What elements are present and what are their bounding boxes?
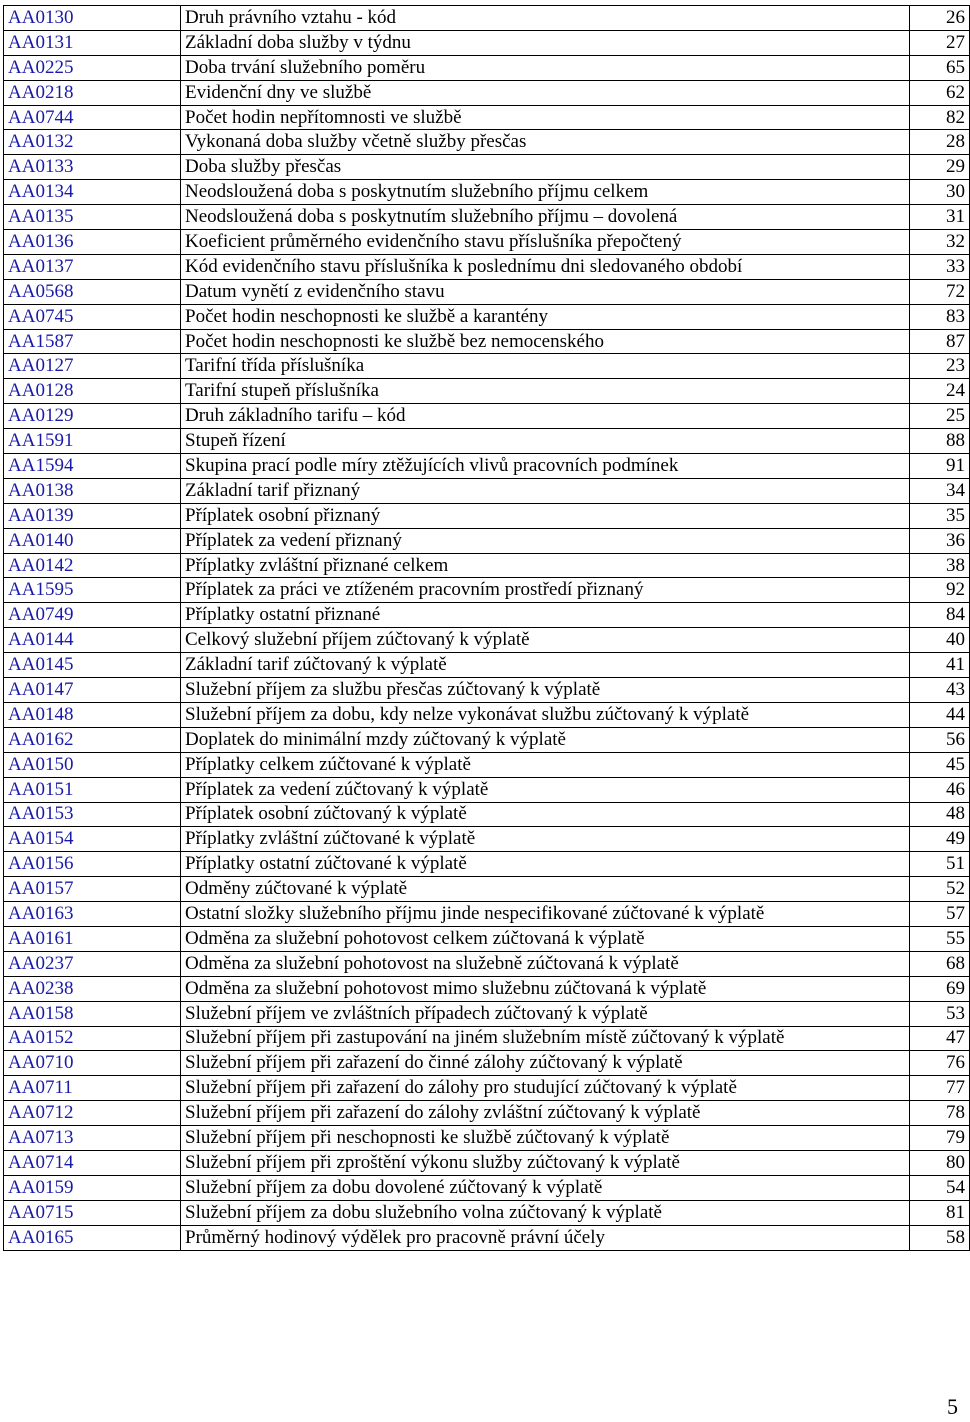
table-row (4, 354, 970, 379)
table-row (4, 951, 970, 976)
row-description: Odměna za služební pohotovost celkem zúčtovaná k výplatě (181, 926, 910, 951)
row-description: Neodsloužená doba s poskytnutím služebního příjmu – dovolená (181, 205, 910, 230)
row-number: 79 (910, 1126, 970, 1151)
table-row (4, 329, 970, 354)
row-code: AA0138 (4, 478, 181, 503)
row-number: 52 (910, 877, 970, 902)
row-description: Služební příjem za dobu dovolené zúčtovaný k výplatě (181, 1175, 910, 1200)
row-number: 80 (910, 1150, 970, 1175)
row-description: Kód evidenčního stavu příslušníka k poslednímu dni sledovaného období (181, 254, 910, 279)
table-row (4, 678, 970, 703)
row-code: AA0157 (4, 877, 181, 902)
row-description: Odměna za služební pohotovost mimo služebnu zúčtovaná k výplatě (181, 976, 910, 1001)
table-row (4, 55, 970, 80)
table-row (4, 1026, 970, 1051)
row-description: Tarifní třída příslušníka (181, 354, 910, 379)
row-code: AA0148 (4, 702, 181, 727)
row-number: 25 (910, 404, 970, 429)
row-number: 83 (910, 304, 970, 329)
table-row (4, 503, 970, 528)
row-code: AA1591 (4, 429, 181, 454)
row-description: Služební příjem při zařazení do zálohy zvláštní zúčtovaný k výplatě (181, 1101, 910, 1126)
row-description: Příplatek za práci ve ztíženém pracovním prostředí přiznaný (181, 578, 910, 603)
row-number: 26 (910, 6, 970, 31)
table-row (4, 30, 970, 55)
row-number: 41 (910, 653, 970, 678)
row-description: Druh právního vztahu - kód (181, 6, 910, 31)
row-description: Ostatní složky služebního příjmu jinde nespecifikované zúčtované k výplatě (181, 902, 910, 927)
row-number: 57 (910, 902, 970, 927)
row-number: 34 (910, 478, 970, 503)
row-number: 92 (910, 578, 970, 603)
table-row (4, 902, 970, 927)
row-code: AA0152 (4, 1026, 181, 1051)
row-code: AA0712 (4, 1101, 181, 1126)
row-description: Příplatek osobní přiznaný (181, 503, 910, 528)
row-description: Neodsloužená doba s poskytnutím služebního příjmu celkem (181, 180, 910, 205)
table-row (4, 553, 970, 578)
row-number: 28 (910, 130, 970, 155)
row-code: AA0713 (4, 1126, 181, 1151)
table-row (4, 1200, 970, 1225)
row-number: 29 (910, 155, 970, 180)
row-code: AA0158 (4, 1001, 181, 1026)
row-description: Koeficient průměrného evidenčního stavu příslušníka přepočtený (181, 230, 910, 255)
row-code: AA0159 (4, 1175, 181, 1200)
row-number: 36 (910, 528, 970, 553)
row-code: AA1594 (4, 454, 181, 479)
row-code: AA1587 (4, 329, 181, 354)
table-row (4, 155, 970, 180)
row-code: AA0140 (4, 528, 181, 553)
row-description: Příplatky ostatní přiznané (181, 603, 910, 628)
table-row (4, 877, 970, 902)
row-code: AA0135 (4, 205, 181, 230)
row-code: AA0161 (4, 926, 181, 951)
table-row (4, 727, 970, 752)
row-code: AA0129 (4, 404, 181, 429)
row-description: Příplatek za vedení zúčtovaný k výplatě (181, 777, 910, 802)
row-number: 87 (910, 329, 970, 354)
row-description: Služební příjem při zařazení do zálohy pro studující zúčtovaný k výplatě (181, 1076, 910, 1101)
row-description: Evidenční dny ve službě (181, 80, 910, 105)
row-number: 58 (910, 1225, 970, 1250)
row-code: AA0715 (4, 1200, 181, 1225)
row-code: AA0132 (4, 130, 181, 155)
row-number: 76 (910, 1051, 970, 1076)
table-row (4, 1150, 970, 1175)
row-description: Příplatky celkem zúčtované k výplatě (181, 752, 910, 777)
row-description: Počet hodin nepřítomnosti ve službě (181, 105, 910, 130)
row-code: AA0150 (4, 752, 181, 777)
row-number: 53 (910, 1001, 970, 1026)
row-description: Služební příjem při neschopnosti ke službě zúčtovaný k výplatě (181, 1126, 910, 1151)
row-number: 54 (910, 1175, 970, 1200)
table-row (4, 976, 970, 1001)
row-number: 47 (910, 1026, 970, 1051)
row-code: AA0139 (4, 503, 181, 528)
row-description: Odměna za služební pohotovost na služebně zúčtovaná k výplatě (181, 951, 910, 976)
row-number: 68 (910, 951, 970, 976)
table-row (4, 1225, 970, 1250)
row-description: Základní tarif zúčtovaný k výplatě (181, 653, 910, 678)
row-code: AA0145 (4, 653, 181, 678)
row-description: Služební příjem při zařazení do činné zálohy zúčtovaný k výplatě (181, 1051, 910, 1076)
row-code: AA0137 (4, 254, 181, 279)
row-description: Počet hodin neschopnosti ke službě a karantény (181, 304, 910, 329)
table-row (4, 752, 970, 777)
row-code: AA0156 (4, 852, 181, 877)
table-row (4, 1126, 970, 1151)
row-number: 32 (910, 230, 970, 255)
row-code: AA0133 (4, 155, 181, 180)
table-row (4, 802, 970, 827)
row-number: 31 (910, 205, 970, 230)
row-description: Služební příjem ve zvláštních případech zúčtovaný k výplatě (181, 1001, 910, 1026)
row-number: 46 (910, 777, 970, 802)
row-code: AA0147 (4, 678, 181, 703)
row-description: Služební příjem za dobu, kdy nelze vykonávat službu zúčtovaný k výplatě (181, 702, 910, 727)
row-description: Doplatek do minimální mzdy zúčtovaný k výplatě (181, 727, 910, 752)
row-code: AA0237 (4, 951, 181, 976)
row-code: AA0130 (4, 6, 181, 31)
row-number: 82 (910, 105, 970, 130)
row-code: AA0714 (4, 1150, 181, 1175)
row-code: AA0154 (4, 827, 181, 852)
row-code: AA0163 (4, 902, 181, 927)
row-description: Druh základního tarifu – kód (181, 404, 910, 429)
row-code: AA0568 (4, 279, 181, 304)
row-code: AA0153 (4, 802, 181, 827)
row-code: AA0127 (4, 354, 181, 379)
table-row (4, 926, 970, 951)
row-description: Odměny zúčtované k výplatě (181, 877, 910, 902)
row-number: 35 (910, 503, 970, 528)
row-description: Průměrný hodinový výdělek pro pracovně právní účely (181, 1225, 910, 1250)
row-number: 56 (910, 727, 970, 752)
row-description: Služební příjem při zproštění výkonu služby zúčtovaný k výplatě (181, 1150, 910, 1175)
row-number: 81 (910, 1200, 970, 1225)
table-row (4, 379, 970, 404)
row-description: Tarifní stupeň příslušníka (181, 379, 910, 404)
row-code: AA0745 (4, 304, 181, 329)
table-row (4, 1051, 970, 1076)
row-number: 49 (910, 827, 970, 852)
row-number: 77 (910, 1076, 970, 1101)
row-code: AA0134 (4, 180, 181, 205)
row-description: Základní tarif přiznaný (181, 478, 910, 503)
table-row (4, 6, 970, 31)
row-description: Příplatek osobní zúčtovaný k výplatě (181, 802, 910, 827)
row-code: AA0128 (4, 379, 181, 404)
row-number: 44 (910, 702, 970, 727)
row-number: 33 (910, 254, 970, 279)
row-description: Příplatky zvláštní přiznané celkem (181, 553, 910, 578)
table-row (4, 230, 970, 255)
row-number: 45 (910, 752, 970, 777)
row-number: 43 (910, 678, 970, 703)
row-description: Příplatky ostatní zúčtované k výplatě (181, 852, 910, 877)
table-row (4, 304, 970, 329)
row-number: 23 (910, 354, 970, 379)
table-row (4, 528, 970, 553)
row-number: 48 (910, 802, 970, 827)
table-row (4, 628, 970, 653)
table-row (4, 653, 970, 678)
table-row (4, 478, 970, 503)
page-number: 5 (947, 1394, 958, 1419)
row-number: 69 (910, 976, 970, 1001)
row-description: Skupina prací podle míry ztěžujících vlivů pracovních podmínek (181, 454, 910, 479)
table-row (4, 454, 970, 479)
row-number: 51 (910, 852, 970, 877)
table-row (4, 1001, 970, 1026)
row-number: 40 (910, 628, 970, 653)
row-description: Služební příjem při zastupování na jiném služebním místě zúčtovaný k výplatě (181, 1026, 910, 1051)
row-code: AA0151 (4, 777, 181, 802)
row-number: 91 (910, 454, 970, 479)
row-number: 84 (910, 603, 970, 628)
row-description: Příplatek za vedení přiznaný (181, 528, 910, 553)
table-row (4, 852, 970, 877)
row-number: 27 (910, 30, 970, 55)
row-number: 88 (910, 429, 970, 454)
row-description: Stupeň řízení (181, 429, 910, 454)
row-code: AA0165 (4, 1225, 181, 1250)
table-row (4, 578, 970, 603)
row-description: Vykonaná doba služby včetně služby přesčas (181, 130, 910, 155)
row-description: Počet hodin neschopnosti ke službě bez nemocenského (181, 329, 910, 354)
row-number: 55 (910, 926, 970, 951)
row-code: AA0144 (4, 628, 181, 653)
row-code: AA0749 (4, 603, 181, 628)
row-code: AA0162 (4, 727, 181, 752)
row-code: AA0142 (4, 553, 181, 578)
row-code: AA0238 (4, 976, 181, 1001)
table-row (4, 105, 970, 130)
table-row (4, 1076, 970, 1101)
row-number: 72 (910, 279, 970, 304)
row-description: Služební příjem za dobu služebního volna zúčtovaný k výplatě (181, 1200, 910, 1225)
row-code: AA0131 (4, 30, 181, 55)
row-code: AA0711 (4, 1076, 181, 1101)
row-code: AA1595 (4, 578, 181, 603)
row-description: Doba trvání služebního poměru (181, 55, 910, 80)
row-description: Příplatky zvláštní zúčtované k výplatě (181, 827, 910, 852)
table-row (4, 205, 970, 230)
table-row (4, 1175, 970, 1200)
row-code: AA0710 (4, 1051, 181, 1076)
row-number: 78 (910, 1101, 970, 1126)
row-description: Datum vynětí z evidenčního stavu (181, 279, 910, 304)
row-description: Služební příjem za službu přesčas zúčtovaný k výplatě (181, 678, 910, 703)
row-number: 24 (910, 379, 970, 404)
table-row (4, 827, 970, 852)
row-code: AA0136 (4, 230, 181, 255)
table-row (4, 130, 970, 155)
data-element-table (3, 5, 970, 1251)
table-row (4, 279, 970, 304)
table-row (4, 180, 970, 205)
row-description: Základní doba služby v týdnu (181, 30, 910, 55)
table-body (4, 6, 970, 1251)
row-number: 38 (910, 553, 970, 578)
row-code: AA0225 (4, 55, 181, 80)
table-row (4, 1101, 970, 1126)
row-description: Celkový služební příjem zúčtovaný k výplatě (181, 628, 910, 653)
table-row (4, 80, 970, 105)
row-number: 30 (910, 180, 970, 205)
table-row (4, 777, 970, 802)
row-code: AA0744 (4, 105, 181, 130)
row-number: 62 (910, 80, 970, 105)
table-row (4, 404, 970, 429)
table-row (4, 702, 970, 727)
table-row (4, 429, 970, 454)
row-code: AA0218 (4, 80, 181, 105)
table-row (4, 254, 970, 279)
row-number: 65 (910, 55, 970, 80)
table-row (4, 603, 970, 628)
row-description: Doba služby přesčas (181, 155, 910, 180)
